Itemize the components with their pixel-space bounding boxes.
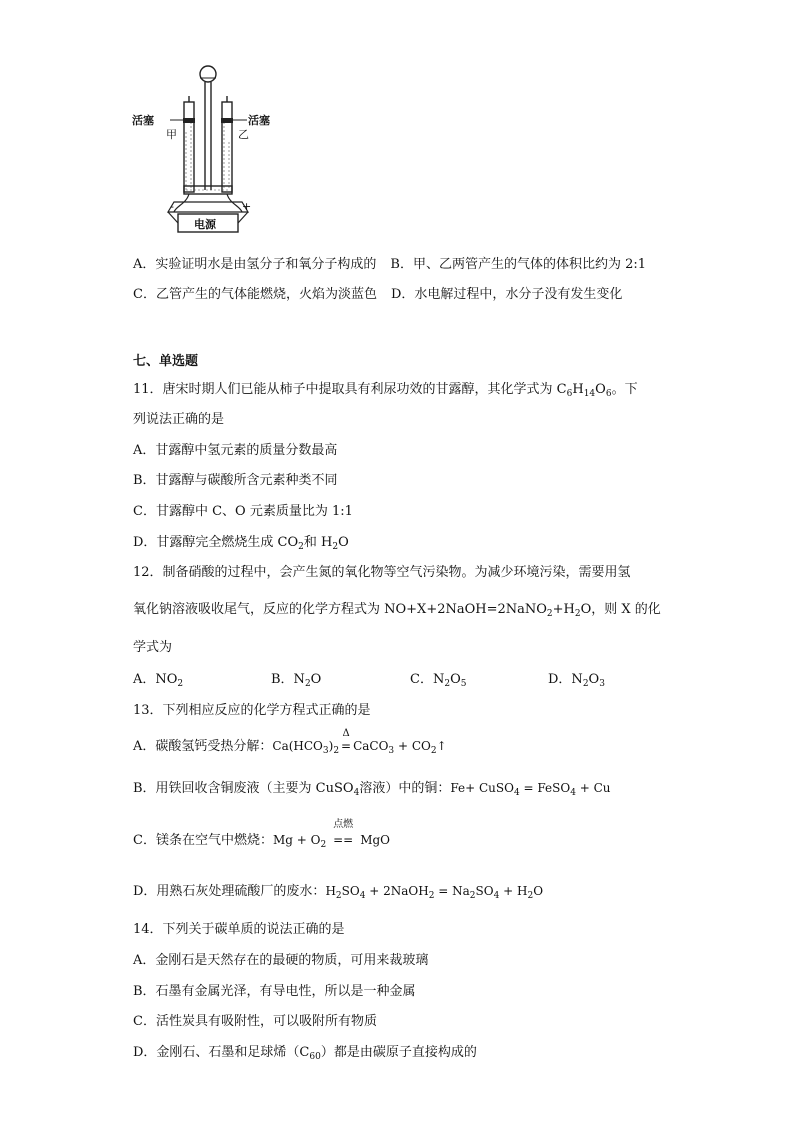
q12-option-d: D．$N_2O_3$ bbox=[548, 672, 605, 689]
q11-stem-line-1: 11．唐宋时期人们已能从柿子中提取具有利尿功效的甘露醇，其化学式为 $C_6H_{14}O_6$。下 bbox=[133, 382, 638, 399]
q13-option-b: B．用铁回收含铜废液（主要为 CuSO$_4$溶液）中的铜：Fe+ CuSO$_4$ = FeSO$_4$ + Cu bbox=[133, 781, 611, 798]
ignition-condition-label: 点燃 bbox=[333, 819, 354, 830]
q13-stem: 13．下列相应反应的化学方程式正确的是 bbox=[133, 703, 371, 718]
q12-option-b: B．$N_2O$ bbox=[271, 672, 322, 689]
tube-left-label: 甲 bbox=[166, 128, 177, 141]
q13-option-d: D．用熟石灰处理硫酸厂的废水：$H_2SO_4$ + 2NaOH$_2$ = $Na_2SO_4 + H_2O$ bbox=[133, 884, 544, 901]
q14-option-b: B．石墨有金属光泽，有导电性，所以是一种金属 bbox=[133, 984, 416, 999]
q13-option-a: A．碳酸氢钙受热分解：$Ca(HCO_3)_2$ Δ = CaCO$_3$ + $CO_2↑$ bbox=[133, 728, 447, 756]
plus-terminal-label: + bbox=[242, 200, 252, 213]
q12-stem-line-3: 学式为 bbox=[133, 640, 173, 655]
q11-option-d: D．甘露醇完全燃烧生成 $CO_2$和 $H_2O$ bbox=[133, 535, 349, 552]
minus-terminal-label: - bbox=[170, 200, 174, 213]
heat-condition-symbol: Δ bbox=[342, 728, 350, 739]
q11-option-c: C．甘露醇中 C、O 元素质量比为 1:1 bbox=[133, 504, 353, 519]
stopcock-left-label: 活塞 bbox=[132, 114, 154, 127]
q14-option-d: D．金刚石、石墨和足球烯$(C_{60})$都是由碳原子直接构成的 bbox=[133, 1045, 477, 1062]
electrolysis-apparatus-figure bbox=[130, 62, 282, 240]
q10-option-a: A．实验证明水是由氢分子和氧分子构成的 bbox=[133, 257, 377, 272]
q12-stem-line-2: 氧化钠溶液吸收尾气，反应的化学方程式为 $NO+X+2NaOH=2NaNO_2+H_2O$，则 X 的化 bbox=[133, 602, 661, 619]
q12-option-c: C．$N_2O_5$ bbox=[410, 672, 467, 689]
q10-option-c: C．乙管产生的气体能燃烧，火焰为淡蓝色 bbox=[133, 287, 377, 302]
section-heading: 七、单选题 bbox=[133, 354, 199, 369]
q10-options-row-2 bbox=[133, 287, 622, 303]
q11-stem-line-2: 列说法正确的是 bbox=[133, 412, 225, 427]
q13-option-c: C．镁条在空气中燃烧：$Mg + O_2$ 点燃 == MgO bbox=[133, 819, 390, 850]
q11-option-b: B．甘露醇与碳酸所含元素种类不同 bbox=[133, 473, 338, 488]
q14-option-c: C．活性炭具有吸附性，可以吸附所有物质 bbox=[133, 1014, 377, 1029]
q14-option-a: A．金刚石是天然存在的最硬的物质，可用来裁玻璃 bbox=[133, 953, 429, 968]
q10-option-b: B．甲、乙两管产生的气体的体积比约为 2:1 bbox=[390, 257, 646, 272]
q10-option-d: D．水电解过程中，水分子没有发生变化 bbox=[390, 287, 623, 302]
stopcock-right-label: 活塞 bbox=[248, 114, 270, 127]
q12-option-a: A．$NO_2$ bbox=[133, 672, 184, 689]
q14-stem: 14．下列关于碳单质的说法正确的是 bbox=[133, 922, 345, 937]
q11-option-a: A．甘露醇中氢元素的质量分数最高 bbox=[133, 443, 338, 458]
q10-options-row-1 bbox=[133, 257, 646, 273]
tube-right-label: 乙 bbox=[238, 128, 249, 141]
power-source-label: 电源 bbox=[194, 218, 216, 231]
q12-stem-line-1: 12．制备硝酸的过程中，会产生氮的氧化物等空气污染物。为减少环境污染，需要用氢 bbox=[133, 565, 631, 580]
